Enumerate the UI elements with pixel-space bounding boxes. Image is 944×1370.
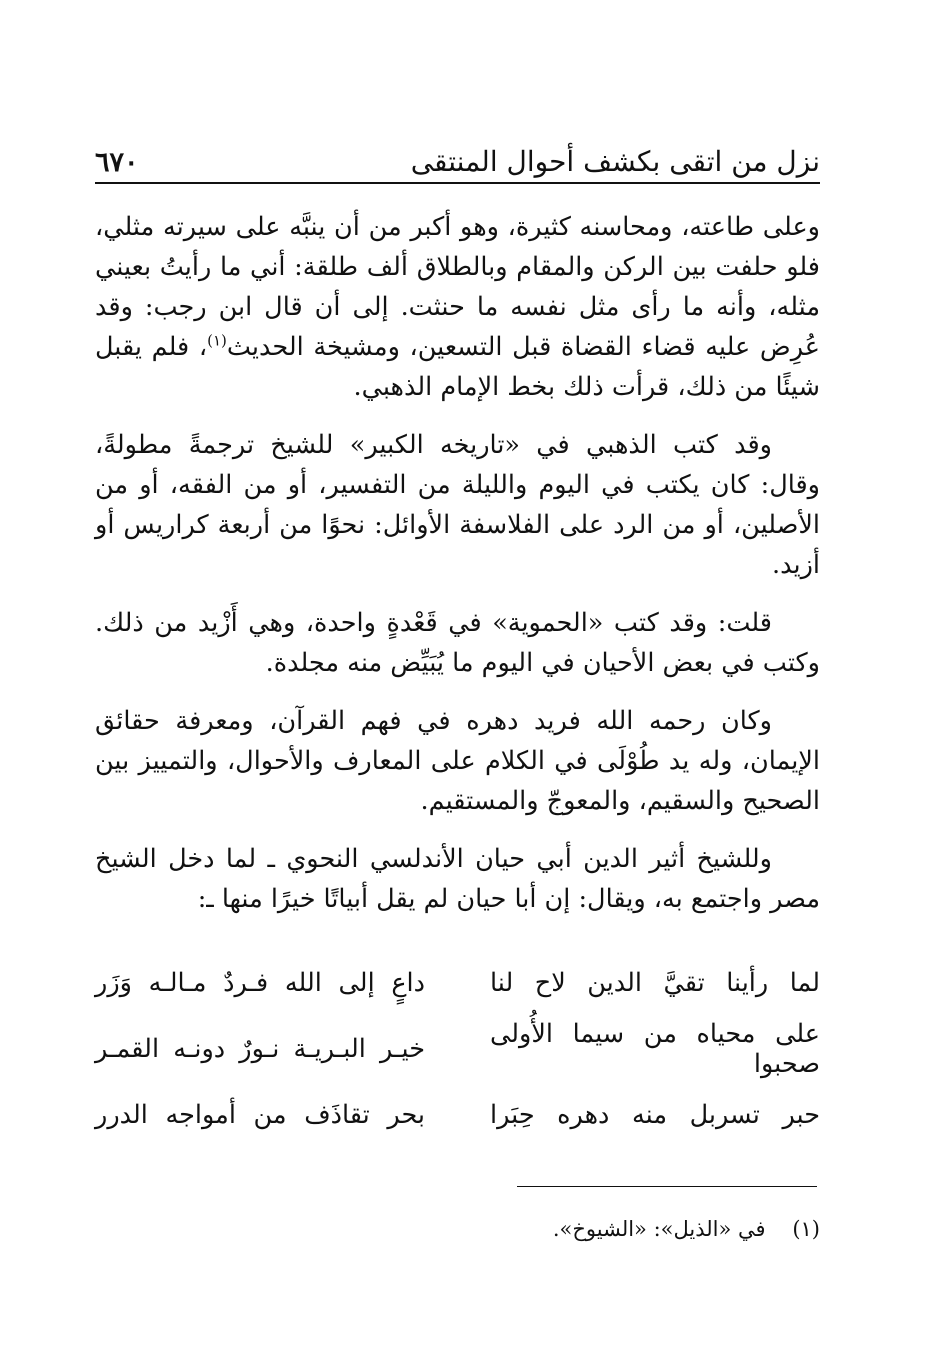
- paragraph-2: [95, 425, 820, 585]
- poem: [95, 950, 820, 1148]
- body-text: [95, 207, 820, 937]
- paragraph-5: [95, 839, 820, 919]
- hemistich-right: حبر تسربل منه دهره حِبَرا: [490, 1100, 820, 1130]
- footnote-marker: (١): [792, 1217, 820, 1241]
- page-number: ٦٧٠: [95, 147, 139, 178]
- paragraph-1: [95, 207, 820, 407]
- text-line: وكتب في بعض الأحيان في اليوم ما يُبَيِّض منه مجلدة.: [265, 648, 820, 678]
- text-line: وعلى طاعته، ومحاسنه كثيرة، وهو أكبر من أن ينبَّه على سيرته مثلي،: [95, 212, 820, 242]
- footnote-divider: [517, 1186, 817, 1187]
- text-line: فلو حلفت بين الركن والمقام وبالطلاق ألف طلقة: أني ما رأيتُ بعيني: [95, 252, 820, 282]
- page-header: [95, 138, 820, 184]
- text-line: أو من الرد على الفلاسفة الأوائل: نحوًا من أربعة كراريس أو أزيد.: [95, 510, 820, 580]
- text-line: وكان رحمه الله فريد دهره في فهم القرآن، ومعرفة حقائق الإيمان،: [95, 706, 820, 776]
- text-line: مثله، وأنه ما رأى مثل نفسه ما حنثت. إلى أن قال ابن رجب: وقد: [95, 292, 820, 322]
- hemistich-left: خيـر البـريـة نـورٌ دونـه القمـر: [95, 1034, 425, 1064]
- poem-verse: [95, 1082, 820, 1148]
- paragraph-4: [95, 701, 820, 821]
- text-line: ، فلم يقبل: [95, 332, 208, 362]
- poem-verse: [95, 950, 820, 1016]
- text-line: عُرِض عليه قضاء القضاة قبل التسعين، ومشيخة الحديث: [226, 332, 820, 362]
- text-line: والسقيم، والمعوجّ والمستقيم.: [420, 786, 735, 816]
- text-line: وله يد طُوْلَى في الكلام على المعارف والأحوال، والتمييز بين الصحيح: [95, 746, 820, 816]
- text-line: قلت: وقد كتب «الحموية» في قَعْدةٍ واحدة، وهي أَزْيد من ذلك.: [95, 608, 772, 638]
- hemistich-left: بحر تقاذَف من أمواجه الدرر: [95, 1100, 425, 1130]
- text-line: مصر واجتمع به، ويقال: إن أبا حيان لم يقل أبياتًا خيرًا منها ـ:: [197, 884, 820, 914]
- paragraph-3: [95, 603, 820, 683]
- poem-verse: [95, 1016, 820, 1082]
- text-line: وقد كتب الذهبي في «تاريخه الكبير» للشيخ ترجمةً مطولةً، وقال:: [95, 430, 821, 500]
- hemistich-left: داعٍ إلى الله فـردٌ مـالـه وَزَر: [95, 968, 425, 998]
- footnote-reference[interactable]: (١): [207, 331, 227, 350]
- text-line: وللشيخ أثير الدين أبي حيان الأندلسي النحوي ـ لما دخل الشيخ: [95, 844, 772, 874]
- text-line: كان يكتب في اليوم والليلة من التفسير، أو من الفقه، أو من الأصلين،: [95, 470, 821, 540]
- running-title: نزل من اتقى بكشف أحوال المنتقى: [410, 145, 820, 178]
- footnote-text: في «الذيل»: «الشيوخ».: [552, 1217, 766, 1241]
- text-line: شيئًا من ذلك، قرأت ذلك بخط الإمام الذهبي.: [353, 372, 820, 402]
- hemistich-right: على محياه من سيما الأُولى صحبوا: [490, 1019, 820, 1079]
- footnote: [95, 1217, 820, 1241]
- hemistich-right: لما رأينا تقيَّ الدين لاح لنا: [490, 968, 820, 998]
